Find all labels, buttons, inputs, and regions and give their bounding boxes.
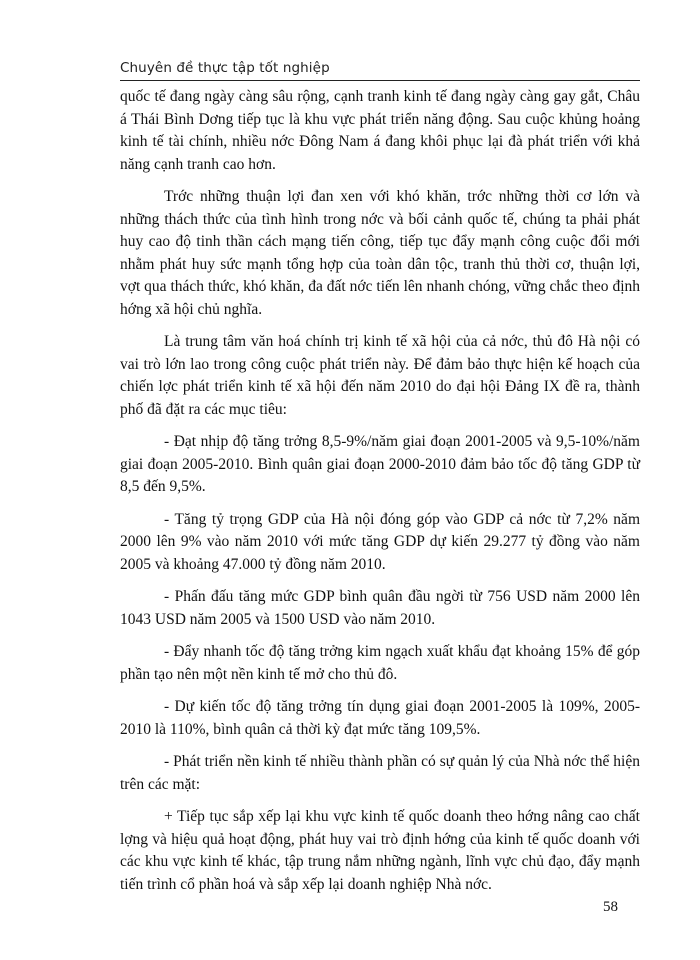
paragraph-context: Trớc những thuận lợi đan xen với khó khăn, trớc những thời cơ lớn và những thách thức của tình hình trong nớc và bối cảnh quốc tế, chúng ta phải phát huy cao độ tinh thần cách mạng tiến công, tiếp tục đẩy mạnh công cuộc đổi mới nhằm phát huy sức mạnh tổng hợp của toàn dân tộc, tranh thủ thời cơ, thuận lợi, vợt qua thách thức, khó khăn, đa đất nớc tiến lên nhanh chóng, vững chắc theo định hớng xã hội chủ nghĩa. (120, 188, 640, 318)
list-item-credit-growth: - Dự kiến tốc độ tăng trởng tín dụng giai đoạn 2001-2005 là 109%, 2005-2010 là 110%, bình quân cả thời kỳ đạt mức tăng 109,5%. (120, 698, 640, 738)
list-item-growth-rate: - Đạt nhịp độ tăng trởng 8,5-9%/năm giai đoạn 2001-2005 và 9,5-10%/năm giai đoạn 2005-2010. Bình quân giai đoạn 2000-2010 đảm bảo tốc độ tăng GDP từ 8,5 đến 9,5%. (120, 433, 640, 495)
page-number: 58 (603, 899, 618, 915)
paragraph-continuation: quốc tế đang ngày càng sâu rộng, cạnh tranh kinh tế đang ngày càng gay gắt, Châu á Thái Bình Dơng tiếp tục là khu vực phát triển năng động. Sau cuộc khủng hoảng kinh tế tài chính, nhiều nớc Đông Nam á đang khôi phục lại đà phát triển với khả năng cạnh tranh cao hơn. (120, 88, 640, 173)
header-title: Chuyên đề thực tập tốt nghiệp (120, 60, 330, 76)
sub-item-state-sector: + Tiếp tục sắp xếp lại khu vực kinh tế quốc doanh theo hớng nâng cao chất lợng và hiệu quả hoạt động, phát huy vai trò định hớng của kinh tế quốc doanh với các khu vực kinh tế khác, tập trung nắm những ngành, lĩnh vực chủ đạo, đẩy mạnh tiến trình cổ phần hoá và sắp xếp lại doanh nghiệp Nhà nớc. (120, 808, 640, 893)
list-item-multi-sector-economy: - Phát triển nền kinh tế nhiều thành phần có sự quản lý của Nhà nớc thể hiện trên các mặt: (120, 753, 640, 793)
running-header (120, 58, 640, 84)
list-item-export-growth: - Đẩy nhanh tốc độ tăng trởng kim ngạch xuất khẩu đạt khoảng 15% để góp phần tạo nên một nền kinh tế mở cho thủ đô. (120, 643, 640, 683)
header-rule (120, 80, 640, 81)
body-text (120, 86, 640, 906)
list-item-gdp-share: - Tăng tỷ trọng GDP của Hà nội đóng góp vào GDP cả nớc từ 7,2% năm 2000 lên 9% vào năm 2010 với mức tăng GDP dự kiến 29.277 tỷ đồng vào năm 2005 và khoảng 47.000 tỷ đồng năm 2010. (120, 510, 640, 573)
list-item-gdp-per-capita: - Phấn đấu tăng mức GDP bình quân đầu ngời từ 756 USD năm 2000 lên 1043 USD năm 2005 và 1500 USD vào năm 2010. (120, 588, 640, 628)
paragraph-hanoi-role: Là trung tâm văn hoá chính trị kinh tế xã hội của cả nớc, thủ đô Hà nội có vai trò lớn lao trong công cuộc phát triển này. Để đảm bảo thực hiện kế hoạch của chiến lợc phát triển kinh tế xã hội đến năm 2010 do đại hội Đảng IX đề ra, thành phố đã đặt ra các mục tiêu: (120, 333, 640, 418)
